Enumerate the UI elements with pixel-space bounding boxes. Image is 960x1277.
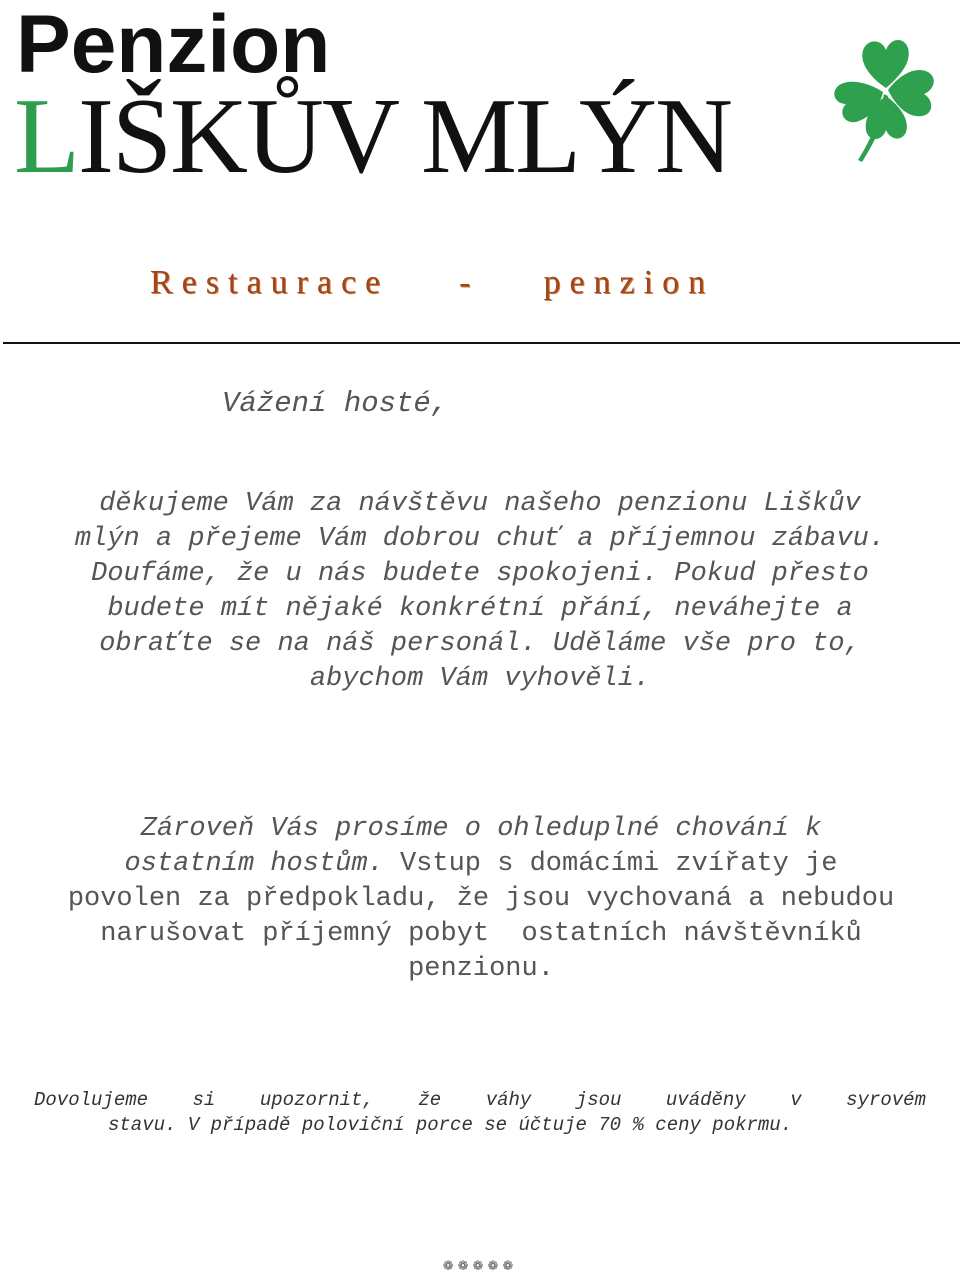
conduct-line-italic: ostatním hostům.: [124, 849, 384, 879]
note-word: syrovém: [846, 1089, 926, 1111]
logo: [0, 0, 960, 200]
note-word: si: [192, 1089, 216, 1111]
subtitle-dash: -: [459, 264, 480, 301]
note-word: uváděny: [665, 1089, 746, 1111]
welcome-paragraph: [8, 487, 952, 697]
conduct-paragraph: [6, 812, 956, 987]
four-leaf-clover-icon: [828, 20, 938, 170]
note-line-1: [34, 1088, 926, 1113]
welcome-line: mlýn a přejeme Vám dobrou chuť a příjemnou zábavu.: [74, 524, 886, 554]
welcome-line: budete mít nějaké konkrétní přání, neváhejte a: [107, 594, 853, 624]
weights-note: [34, 1088, 926, 1138]
subtitle-restaurace: Restaurace: [150, 264, 390, 301]
ornament-flourish: ❁❁❁❁❁: [442, 1259, 518, 1274]
logo-name-text: [14, 77, 732, 196]
conduct-line: narušovat příjemný pobyt ostatních návštěvníků: [100, 919, 862, 949]
logo-name-rest: IŠKŮV MLÝN: [77, 77, 732, 196]
note-word: upozornit,: [259, 1089, 374, 1111]
subtitle: [150, 258, 830, 308]
logo-initial: L: [14, 77, 78, 196]
welcome-line: děkujeme Vám za návštěvu našeho penzionu Liškův: [99, 489, 861, 519]
conduct-line: povolen za předpokladu, že jsou vychovaná a nebudou: [67, 884, 895, 914]
conduct-line-rest: Vstup s domácími zvířaty je: [383, 849, 838, 879]
welcome-line: abychom Vám vyhověli.: [309, 664, 651, 694]
welcome-line: Doufáme, že u nás budete spokojeni. Pokud přesto: [91, 559, 869, 589]
note-word: jsou: [575, 1089, 622, 1111]
greeting: Vážení hosté,: [222, 387, 449, 420]
welcome-line: obraťte se na náš personál. Uděláme vše pro to,: [99, 629, 861, 659]
conduct-line: penzionu.: [408, 954, 554, 984]
note-line-2: stavu. V případě poloviční porce se účtuje 70 % ceny pokrmu.: [108, 1114, 793, 1136]
conduct-line: Zároveň Vás prosíme o ohleduplné chování k: [140, 814, 822, 844]
horizontal-divider: [3, 342, 960, 344]
conduct-line: [6, 847, 956, 882]
note-word: váhy: [485, 1089, 532, 1111]
note-word: v: [790, 1089, 802, 1111]
note-word: že: [418, 1089, 442, 1111]
logo-penzion-text: Penzion: [16, 0, 331, 90]
subtitle-penzion: penzion: [543, 264, 715, 301]
note-word: Dovolujeme: [34, 1089, 149, 1111]
